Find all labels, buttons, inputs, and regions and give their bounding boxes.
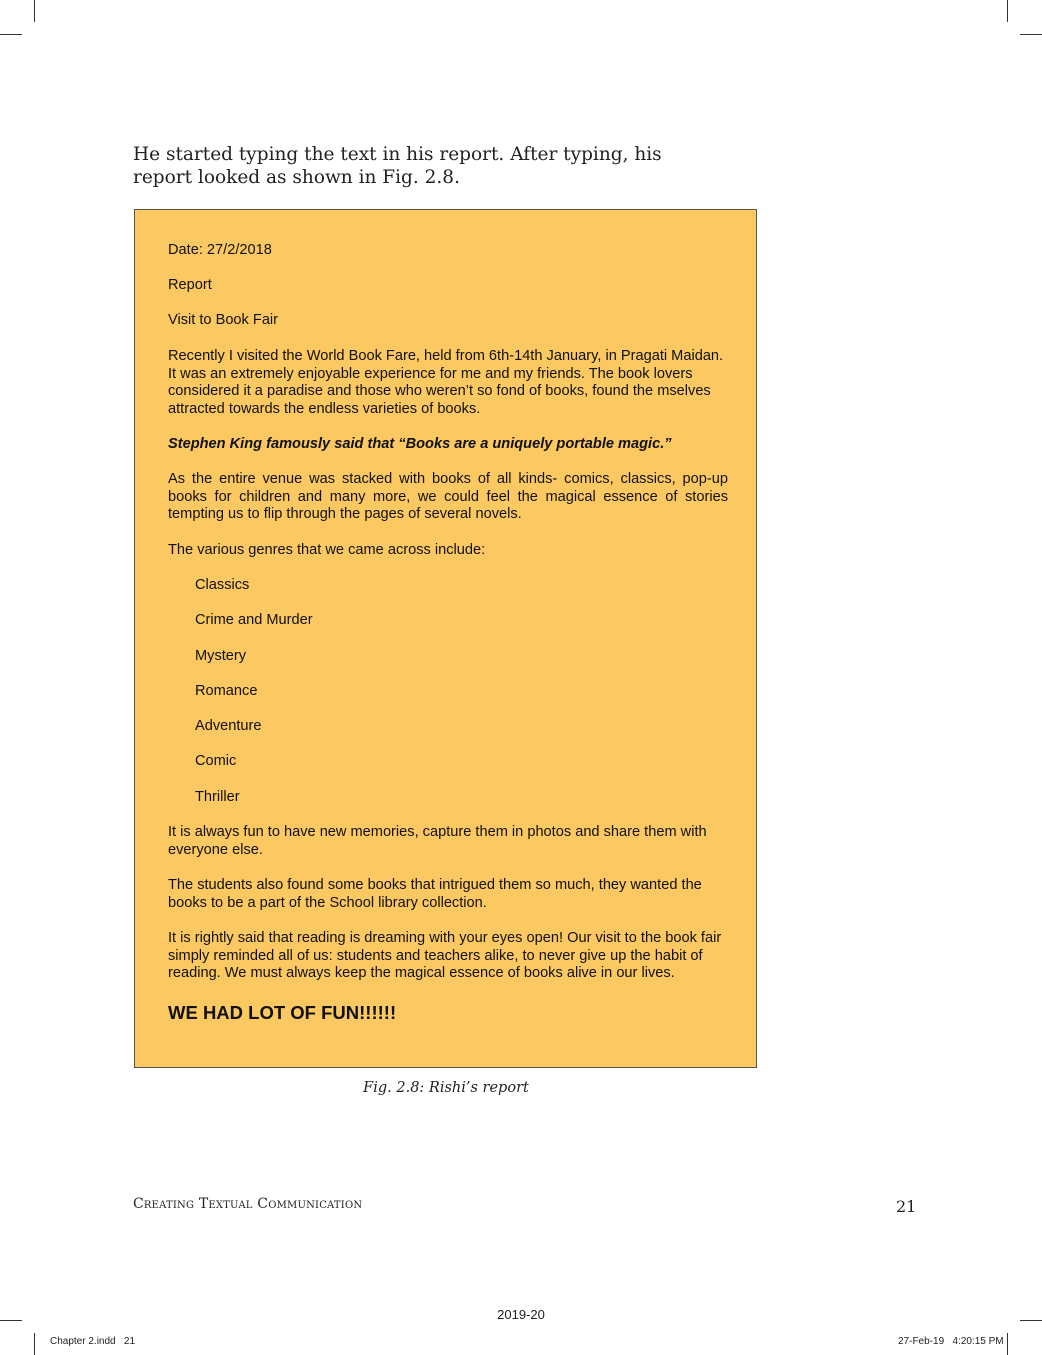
intro-text <box>133 143 693 189</box>
report-quote: Stephen King famously said that “Books are a uniquely portable magic.” <box>168 436 672 452</box>
report-subject: Visit to Book Fair <box>168 312 279 328</box>
page-number: 21 <box>896 1197 917 1216</box>
report-paragraph-1: Recently I visited the World Book Fare, held from 6th-14th January, in Pragati Maidan. It was an extremely enjoyable experience for me and my friends. The book lovers considered it a paradise and those who weren’t so fond of books, found the mselves attracted towards the endless varieties of books. <box>168 348 724 417</box>
crop-mark <box>1020 34 1042 35</box>
report-date: Date: 27/2/2018 <box>168 242 272 258</box>
running-head: Creating Textual Communication <box>133 1196 363 1212</box>
report-paragraph-3: It is always fun to have new memories, capture them in photos and share them with everyone else. <box>168 824 707 858</box>
genre-item: Classics <box>195 577 250 593</box>
figure-caption: Fig. 2.8: Rishi’s report <box>363 1080 529 1096</box>
genre-item: Thriller <box>195 789 240 805</box>
genre-item: Mystery <box>195 648 247 664</box>
crop-mark <box>1007 1333 1008 1355</box>
genre-item: Comic <box>195 753 237 769</box>
crop-mark <box>1007 0 1008 22</box>
genre-item: Romance <box>195 683 258 699</box>
genres-intro: The various genres that we came across include: <box>168 542 486 558</box>
crop-mark <box>34 1333 35 1355</box>
edition-year: 2019-20 <box>497 1307 545 1322</box>
report-heading: Report <box>168 277 212 293</box>
slug-timestamp: 27-Feb-19 4:20:15 PM <box>898 1336 1004 1347</box>
report-paragraph-5: It is rightly said that reading is dreaming with your eyes open! Our visit to the book fair simply reminded all of us: students and teachers alike, to never give up the habit of reading. We must always keep the magical essence of books alive in our lives. <box>168 930 722 982</box>
report-figure <box>134 209 757 1068</box>
genre-item: Crime and Murder <box>195 612 313 628</box>
report-closing: WE HAD LOT OF FUN!!!!!! <box>168 1002 397 1023</box>
intro-line-1: He started typing the text in his report. After typing, his <box>133 144 662 165</box>
genre-item: Adventure <box>195 718 262 734</box>
report-paragraph-2: As the entire venue was stacked with books of all kinds- comics, classics, pop-up books for children and many more, we could feel the magical essence of stories tempting us to flip through the pages of several novels. <box>168 471 728 523</box>
crop-mark <box>0 34 22 35</box>
intro-line-2: report looked as shown in Fig. 2.8. <box>133 167 460 188</box>
report-paragraph-4: The students also found some books that intrigued them so much, they wanted the books to be a part of the School library collection. <box>168 877 702 911</box>
crop-mark <box>34 0 35 22</box>
slug-file: Chapter 2.indd 21 <box>50 1336 136 1347</box>
